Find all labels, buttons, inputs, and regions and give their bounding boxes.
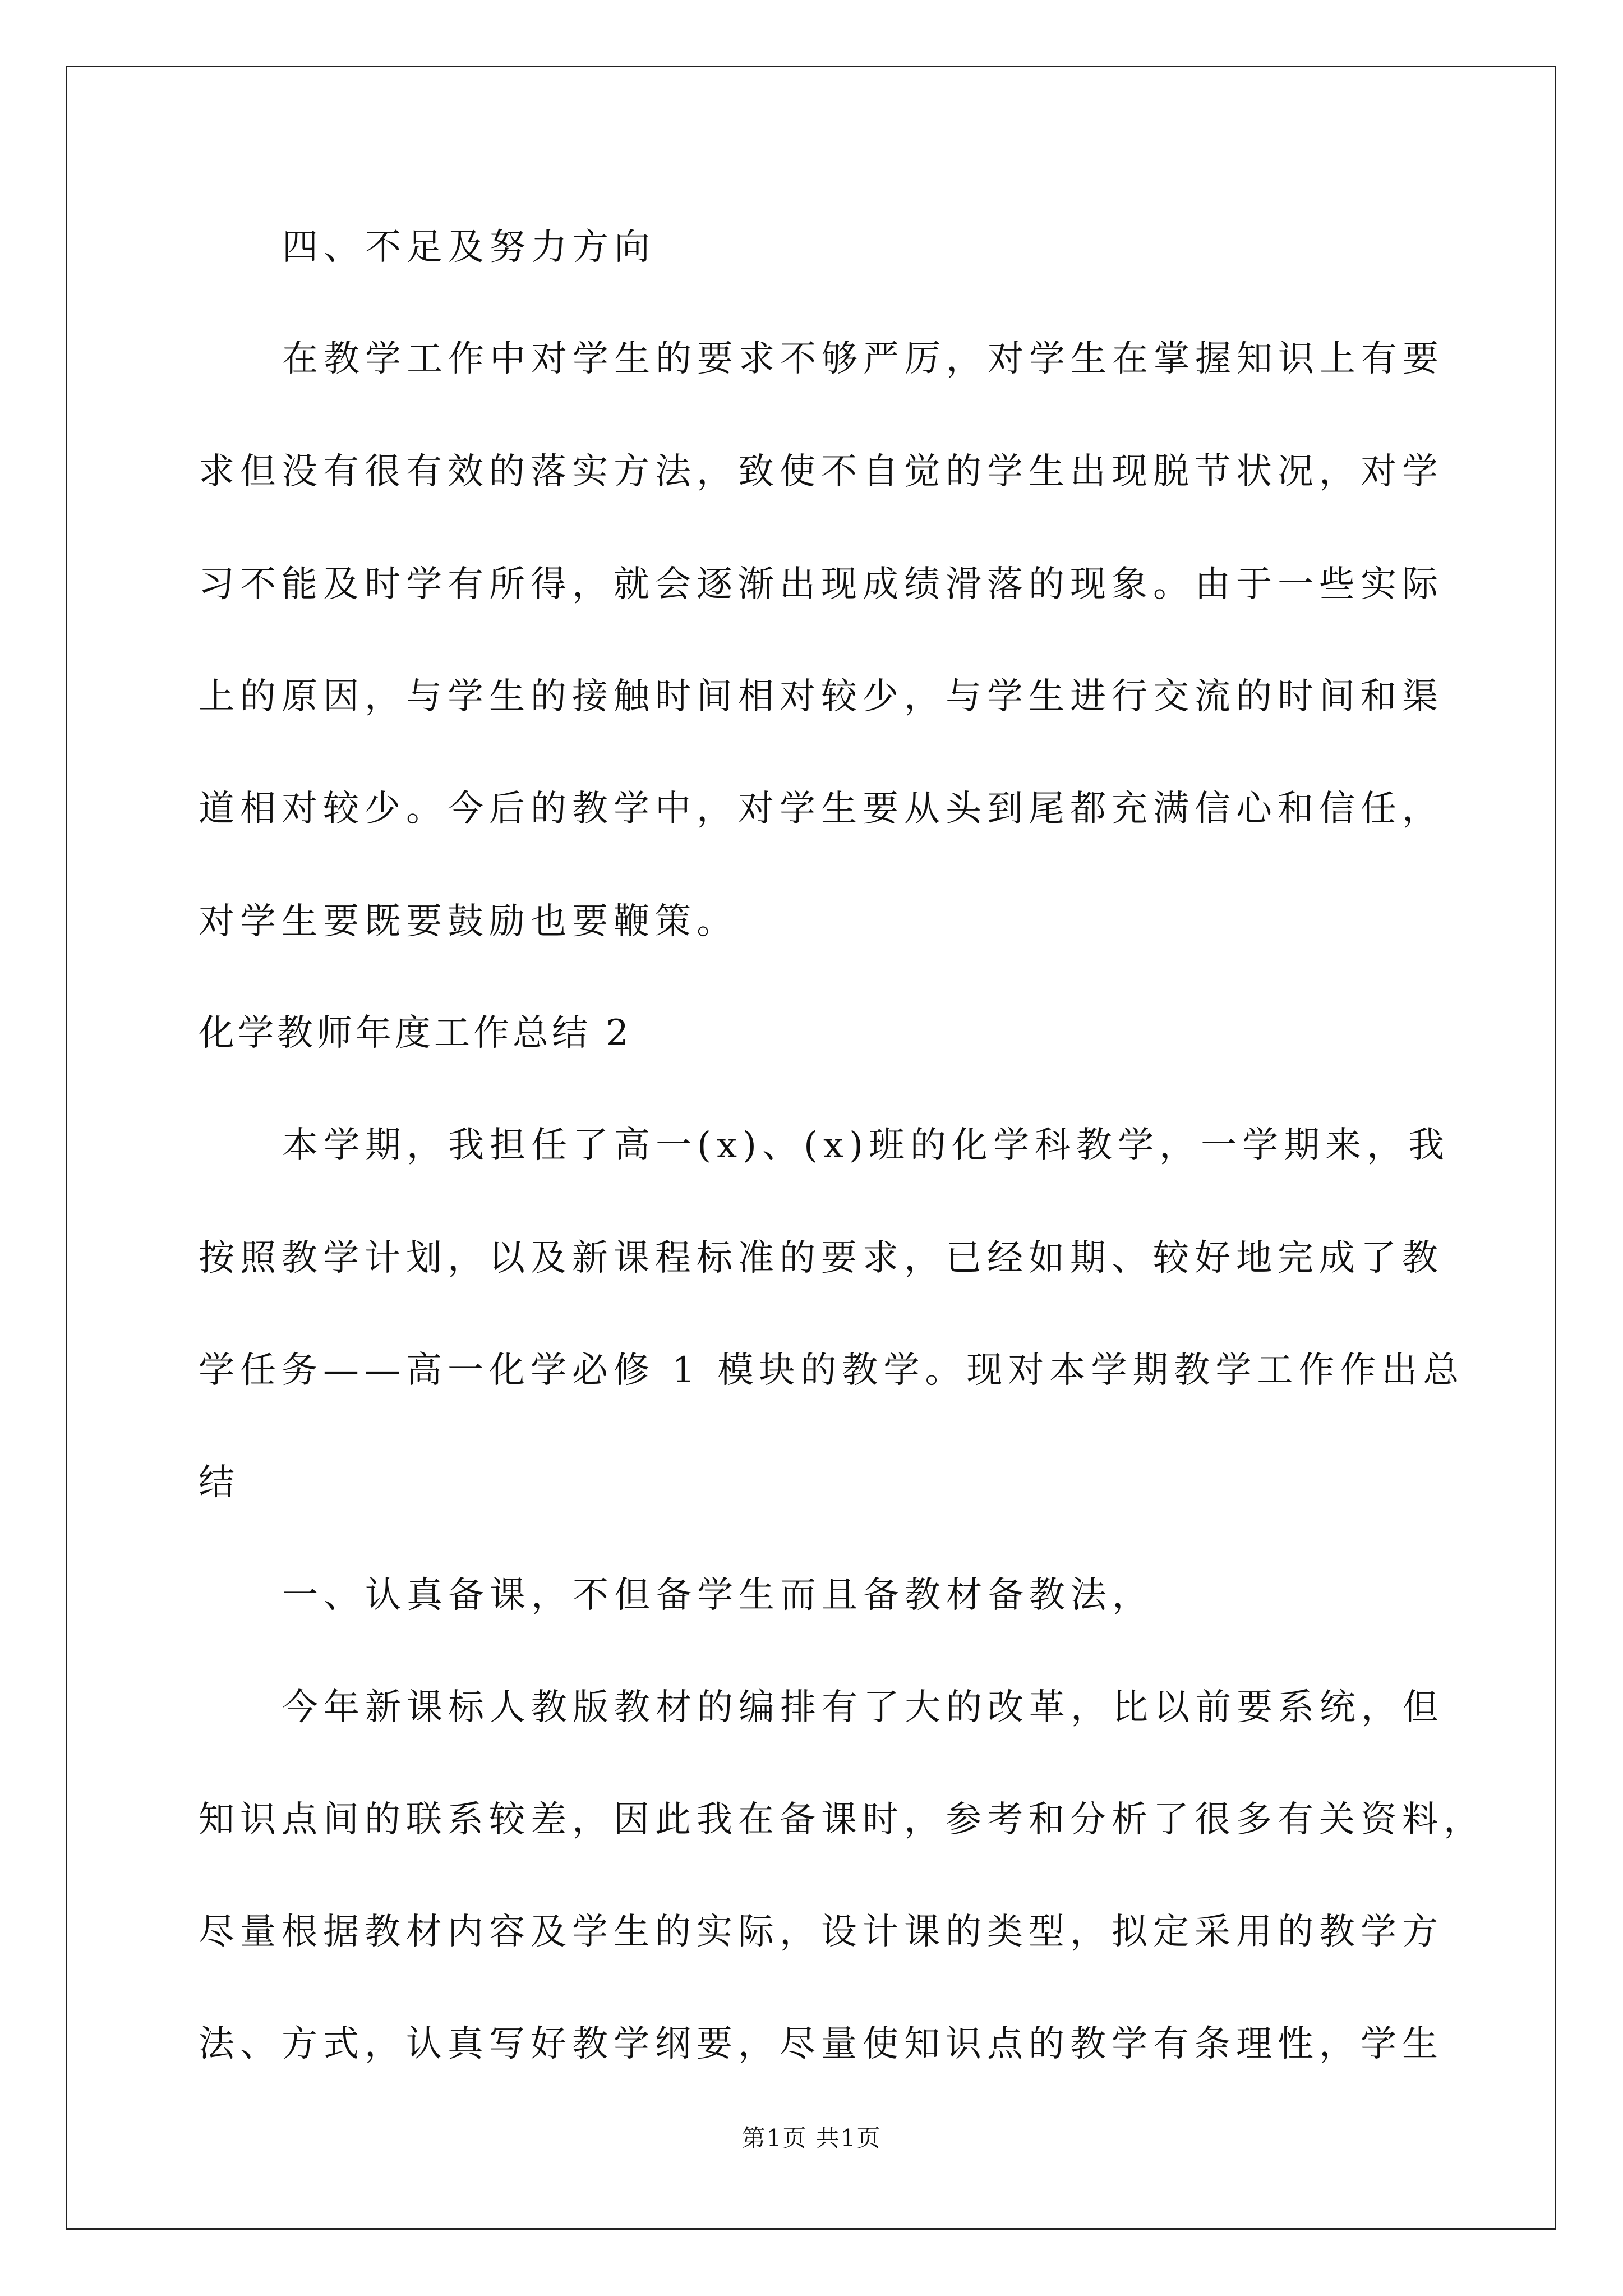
paragraph-line: 学任务——高一化学必修 1 模块的教学。现对本学期教学工作作出总 — [199, 1350, 1465, 1391]
page-number-footer: 第1页 共1页 — [741, 2124, 882, 2152]
paragraph-line: 结 — [199, 1462, 240, 1503]
paragraph-line: 本学期，我担任了高一(x)、(x)班的化学科教学，一学期来，我 — [282, 1125, 1450, 1166]
paragraph-line: 求但没有很有效的落实方法，致使不自觉的学生出现脱节状况，对学 — [199, 451, 1444, 493]
paragraph-line: 道相对较少。今后的教学中，对学生要从头到尾都充满信心和信任， — [199, 788, 1444, 830]
paragraph-line: 知识点间的联系较差，因此我在备课时，参考和分析了很多有关资料， — [199, 1799, 1485, 1841]
paragraph-line: 尽量根据教材内容及学生的实际，设计课的类型，拟定采用的教学方 — [199, 1911, 1444, 1953]
paragraph-line: 上的原因，与学生的接触时间相对较少，与学生进行交流的时间和渠 — [199, 676, 1444, 717]
section-heading-shortcomings: 四、不足及努力方向 — [282, 227, 656, 268]
section-heading-preparation: 一、认真备课，不但备学生而且备教材备教法， — [282, 1575, 1154, 1616]
paragraph-line: 今年新课标人教版教材的编排有了大的改革，比以前要系统，但 — [282, 1687, 1444, 1728]
paragraph-line: 习不能及时学有所得，就会逐渐出现成绩滑落的现象。由于一些实际 — [199, 564, 1444, 605]
paragraph-line: 法、方式，认真写好教学纲要，尽量使知识点的教学有条理性，学生 — [199, 2023, 1444, 2065]
document-title: 化学教师年度工作总结 2 — [199, 1013, 633, 1054]
paragraph-line: 按照教学计划，以及新课程标准的要求，已经如期、较好地完成了教 — [199, 1237, 1444, 1279]
paragraph-line: 在教学工作中对学生的要求不够严厉，对学生在掌握知识上有要 — [282, 338, 1444, 380]
paragraph-line: 对学生要既要鼓励也要鞭策。 — [199, 901, 738, 942]
